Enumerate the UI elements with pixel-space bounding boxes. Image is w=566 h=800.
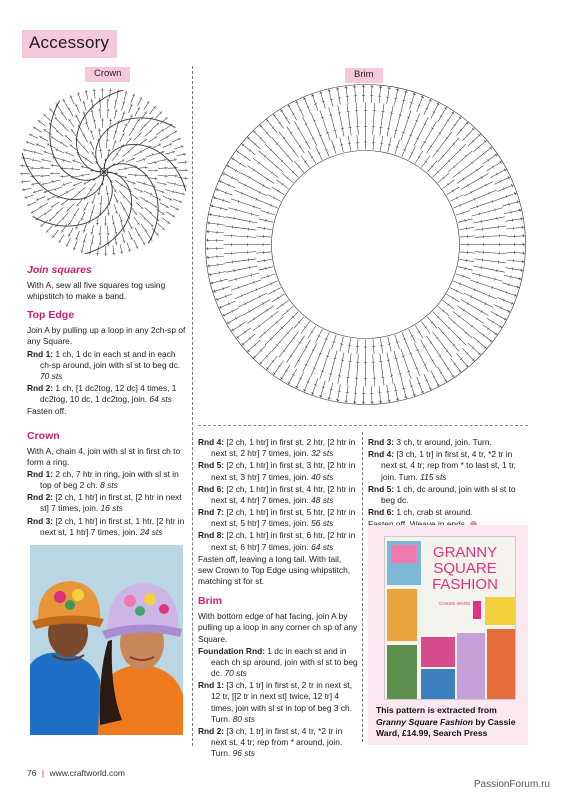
- top-edge-round: Rnd 1: 1 ch, 1 dc in each st and in each ch-sp around, join with sl st to beg dc. 70 sts: [27, 348, 181, 381]
- footer-separator: |: [41, 768, 45, 778]
- brim-round: Rnd 3: 3 ch, tr around, join. Turn.: [368, 437, 492, 447]
- column-middle: [198, 437, 358, 760]
- crown-round: Rnd 8: [2 ch, 1 htr] in first st, 6 htr, [2 htr in next st, 6 htr] 7 times, join. 64 sts: [198, 530, 356, 552]
- models-illustration: [30, 545, 183, 735]
- crown-diagram-label: Crown: [85, 67, 130, 82]
- brim-round: Rnd 2: [3 ch, 1 tr] in first st, 4 tr, *2 tr in next st, 4 tr; rep from * around, join. Turn. 96 sts: [198, 725, 343, 759]
- brim-round: Rnd 4: [3 ch, 1 tr] in first st, 4 tr, *2 tr in next st, 4 tr; rep from * to last st, 1 tr, join. Turn. 115 sts: [368, 449, 516, 482]
- top-edge-intro: Join A by pulling up a loop in any 2ch-sp of any Square.: [27, 325, 186, 347]
- crown-round: Rnd 7: [2 ch, 1 htr] in first st, 5 htr, [2 htr in next st, 5 htr] 7 times, join. 56 sts: [198, 507, 356, 529]
- models-photo: [30, 545, 183, 735]
- crown-chart-diagram: [20, 88, 188, 256]
- page-footer: [27, 768, 125, 779]
- section-divider: [198, 425, 528, 426]
- book-caption: This pattern is extracted from Granny Square Fashion by Cassie Ward, £14.99, Search Press: [376, 705, 516, 739]
- top-edge-heading: Top Edge: [27, 309, 75, 322]
- book-title: GRANNY SQUARE FASHION: [432, 544, 498, 593]
- top-edge-outro: Fasten off.: [27, 406, 67, 417]
- column-right: [368, 437, 530, 531]
- brim-chart-diagram: [203, 82, 528, 407]
- watermark: PassionForum.ru: [473, 779, 550, 790]
- crown-round: Rnd 2: [2 ch, 1 htr] in first st, [2 htr in next st] 7 times, join. 16 sts: [27, 492, 182, 514]
- brim-intro: With bottom edge of hat facing, join A by pulling up a loop in any corner ch sp of any Square.: [198, 611, 358, 644]
- brim-round: Rnd 1: [3 ch, 1 tr] in first st, 2 tr in next st, 12 tr, [[2 tr in next st] twice, 12 tr] 4 times, join with sl st in top of beg 3 ch. Turn. 80 sts: [198, 680, 353, 724]
- column-divider: [192, 66, 193, 746]
- crown-round: Rnd 1: 2 ch, 7 htr in ring, join with sl st in top of beg 2 ch. 8 sts: [27, 468, 179, 491]
- brim-round: Foundation Rnd: 1 dc in each st and in each ch sp around, join with sl st to beg dc. 70 sts: [198, 645, 358, 679]
- crown-round: Rnd 6: [2 ch, 1 htr] in first st, 4 htr, [2 htr in next st, 4 htr] 7 times, join. 48 sts: [198, 483, 356, 505]
- join-squares-heading: Join squares: [27, 264, 92, 276]
- book-author: CASSIE WARD: [439, 601, 471, 606]
- brim-heading: Brim: [198, 595, 222, 608]
- brim-diagram-label: Brim: [345, 68, 383, 83]
- top-edge-round: Rnd 2: 1 ch, [1 dc2tog, 12 dc] 4 times, 1 dc2tog, 10 dc, 1 dc2tog, join. 64 sts: [27, 383, 177, 405]
- brim-round: Rnd 5: 1 ch, dc around, join with sl st to beg dc.: [368, 483, 516, 505]
- crown-round: Rnd 4: [2 ch, 1 htr] in first st, 2 htr, [2 htr in next st, 2 htr] 7 times, join. 32 sts: [198, 437, 356, 459]
- column-divider: [362, 432, 363, 742]
- column-left: [27, 264, 187, 539]
- join-squares-text: With A, sew all five squares tog using whipstitch to make a band.: [27, 279, 166, 302]
- crown-heading: Crown: [27, 429, 60, 442]
- site-link[interactable]: www.craftworld.com: [49, 768, 126, 778]
- brim-round: Rnd 6: 1 ch, crab st around.: [368, 507, 473, 518]
- page-number: 76: [27, 768, 37, 778]
- crown-outro: Fasten off, leaving a long tail. With tail, sew Crown to Top Edge using whipstitch, matching st for st.: [198, 553, 351, 587]
- crown-round: Rnd 3: [2 ch, 1 htr] in first st, 1 htr, [2 htr in next st, 1 htr] 7 times, join. 24 sts: [27, 515, 185, 537]
- crown-round: Rnd 5: [2 ch, 1 htr] in first st, 3 htr, [2 htr in next st, 3 htr] 7 times, join. 40 sts: [198, 460, 356, 482]
- section-tag: Accessory: [22, 30, 117, 58]
- crown-intro: With A, chain 4, join with sl st in first ch to form a ring.: [27, 445, 181, 467]
- book-cover: [384, 536, 516, 700]
